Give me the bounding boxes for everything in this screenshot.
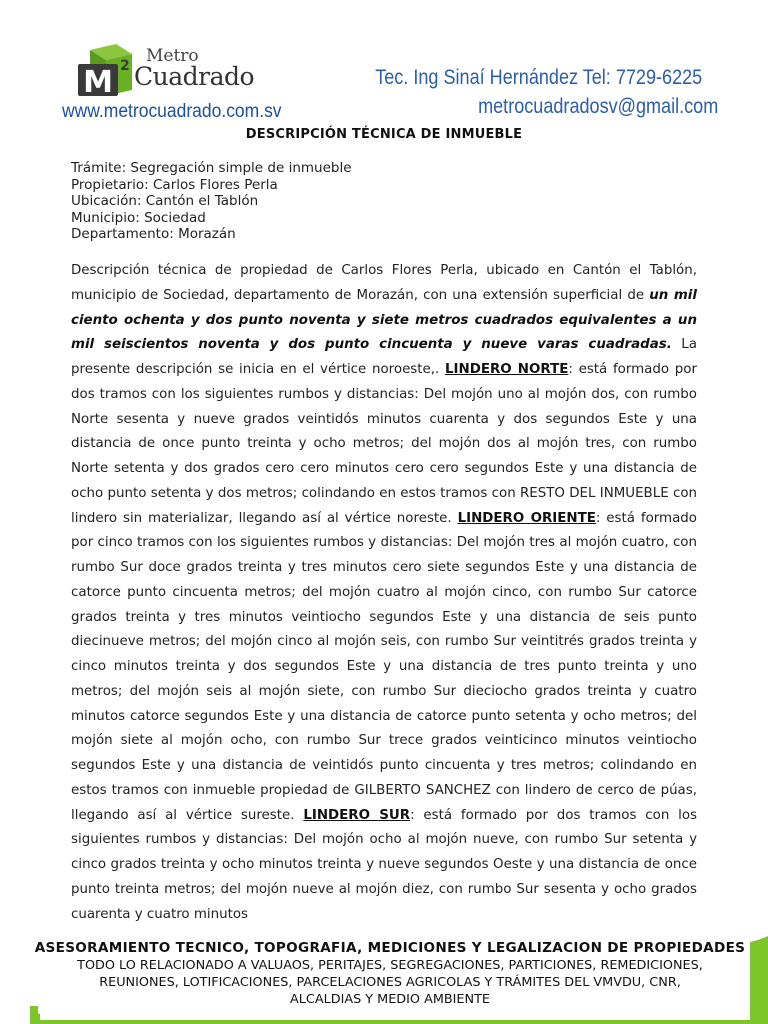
lindero-norte-text: : está formado por dos tramos con los siguientes rumbos y distancias: Del mojón uno al mojón dos, con rumbo Norte sesenta y nueve grados veintidós minutos cuarenta y dos segundos Este y una distancia de once punto treinta y ocho metros; del mojón dos al mojón tres, con rumbo Norte setenta y dos grados cero cero minutos cero cero segundos Este y una distancia de ocho punto setenta y dos metros; colindando en estos tramos con RESTO DEL INMUEBLE con lindero sin materializar, llegando así al vértice noreste. [71,362,697,526]
description-start: La presente descripción se inicia en el vértice noroeste,. [71,337,697,377]
logo-cube-icon [76,40,138,102]
field-ubicacion: Ubicación: Cantón el Tablón [71,193,259,209]
property-fields [71,160,701,243]
footer-line-1: TODO LO RELACIONADO A VALUAOS, PERITAJES, SEGREGACIONES, PARTICIONES, REMEDICIONES, [77,958,703,973]
logo-word-cuadrado: Cuadrado [134,62,255,91]
lindero-oriente-heading: LINDERO ORIENTE [457,510,596,526]
document-title: DESCRIPCIÓN TÉCNICA DE INMUEBLE [245,127,523,142]
technical-description [71,259,697,925]
description-intro: Descripción técnica de propiedad de Carlos Flores Perla, ubicado en Cantón el Tablón, municipio de Sociedad, departamento de Morazán, con una extensión superficial de [71,263,697,303]
contact-name-phone: Tec. Ing Sinaí Hernández Tel: 7729-6225 [375,66,702,89]
footer-line-3: ALCALDIAS Y MEDIO AMBIENTE [290,992,490,1007]
field-municipio: Municipio: Sociedad [71,209,206,226]
lindero-sur-text: : está formado por dos tramos con los siguientes rumbos y distancias: Del mojón ocho al mojón nueve, con rumbo Sur setenta y cinco grados treinta y ocho minutos treinta y nueve segundos Oeste y una distancia de once punto treinta metros; del mojón nueve al mojón diez, con rumbo Sur sesenta y ocho grados cuarenta y cuatro minutos [71,807,697,922]
logo [76,40,256,102]
footer-title: ASESORAMIENTO TECNICO, TOPOGRAFIA, MEDICIONES Y LEGALIZACION DE PROPIEDADES [34,940,746,956]
lindero-oriente-text: : está formado por cinco tramos con los siguientes rumbos y distancias: Del mojón tres al mojón cuatro, con rumbo Sur doce grados treinta y tres minutos cero siete segundos Este y una distancia de catorce punto cincuenta metros; del mojón cuatro al mojón cinco, con rumbo Sur catorce grados treinta y tres minutos veintiocho segundos Este y una distancia de seis punto diecinueve metros; del mojón cinco al mojón seis, con rumbo Sur veintitrés grados treinta y cinco minutos treinta y dos segundos Este y una distancia de tres punto treinta y uno metros; del mojón seis al mojón siete, con rumbo Sur dieciocho grados treinta y cuatro minutos catorce segundos Este y una distancia de catorce punto setenta y ocho metros; del mojón siete al mojón ocho, con rumbo Sur trece grados veinticinco minutos veintiocho segundos Este y una distancia de veintidós punto cincuenta y tres metros; colindando en estos tramos con inmueble propiedad de GILBERTO SANCHEZ con lindero de cerco de púas, llegando así al vértice sureste. [71,510,697,823]
field-tramite: Trámite: Segregación simple de inmueble [71,160,352,176]
footer-line-2: REUNIONES, LOTIFICACIONES, PARCELACIONES AGRICOLAS Y TRÁMITES DEL VMVDU, CNR, [99,975,681,990]
logo-superscript: 2 [120,58,130,74]
contact-email[interactable]: metrocuadradosv@gmail.com [477,95,718,118]
area-emphasis: un mil ciento ochenta y dos punto noventa y siete metros cuadrados equivalentes a un mil seiscientos noventa y dos punto cincuenta y nueve varas cuadradas. [71,287,697,353]
field-propietario: Propietario: Carlos Flores Perla [71,176,278,193]
field-departamento: Departamento: Morazán [71,226,236,242]
logo-letter: M [83,65,113,100]
lindero-sur-heading: LINDERO SUR [303,807,411,823]
footer-text [30,940,750,1008]
lindero-norte-heading: LINDERO NORTE [445,362,569,377]
logo-word-metro: Metro [146,46,199,66]
footer [0,936,768,1024]
website-link[interactable]: www.metrocuadrado.com.sv [62,101,282,122]
